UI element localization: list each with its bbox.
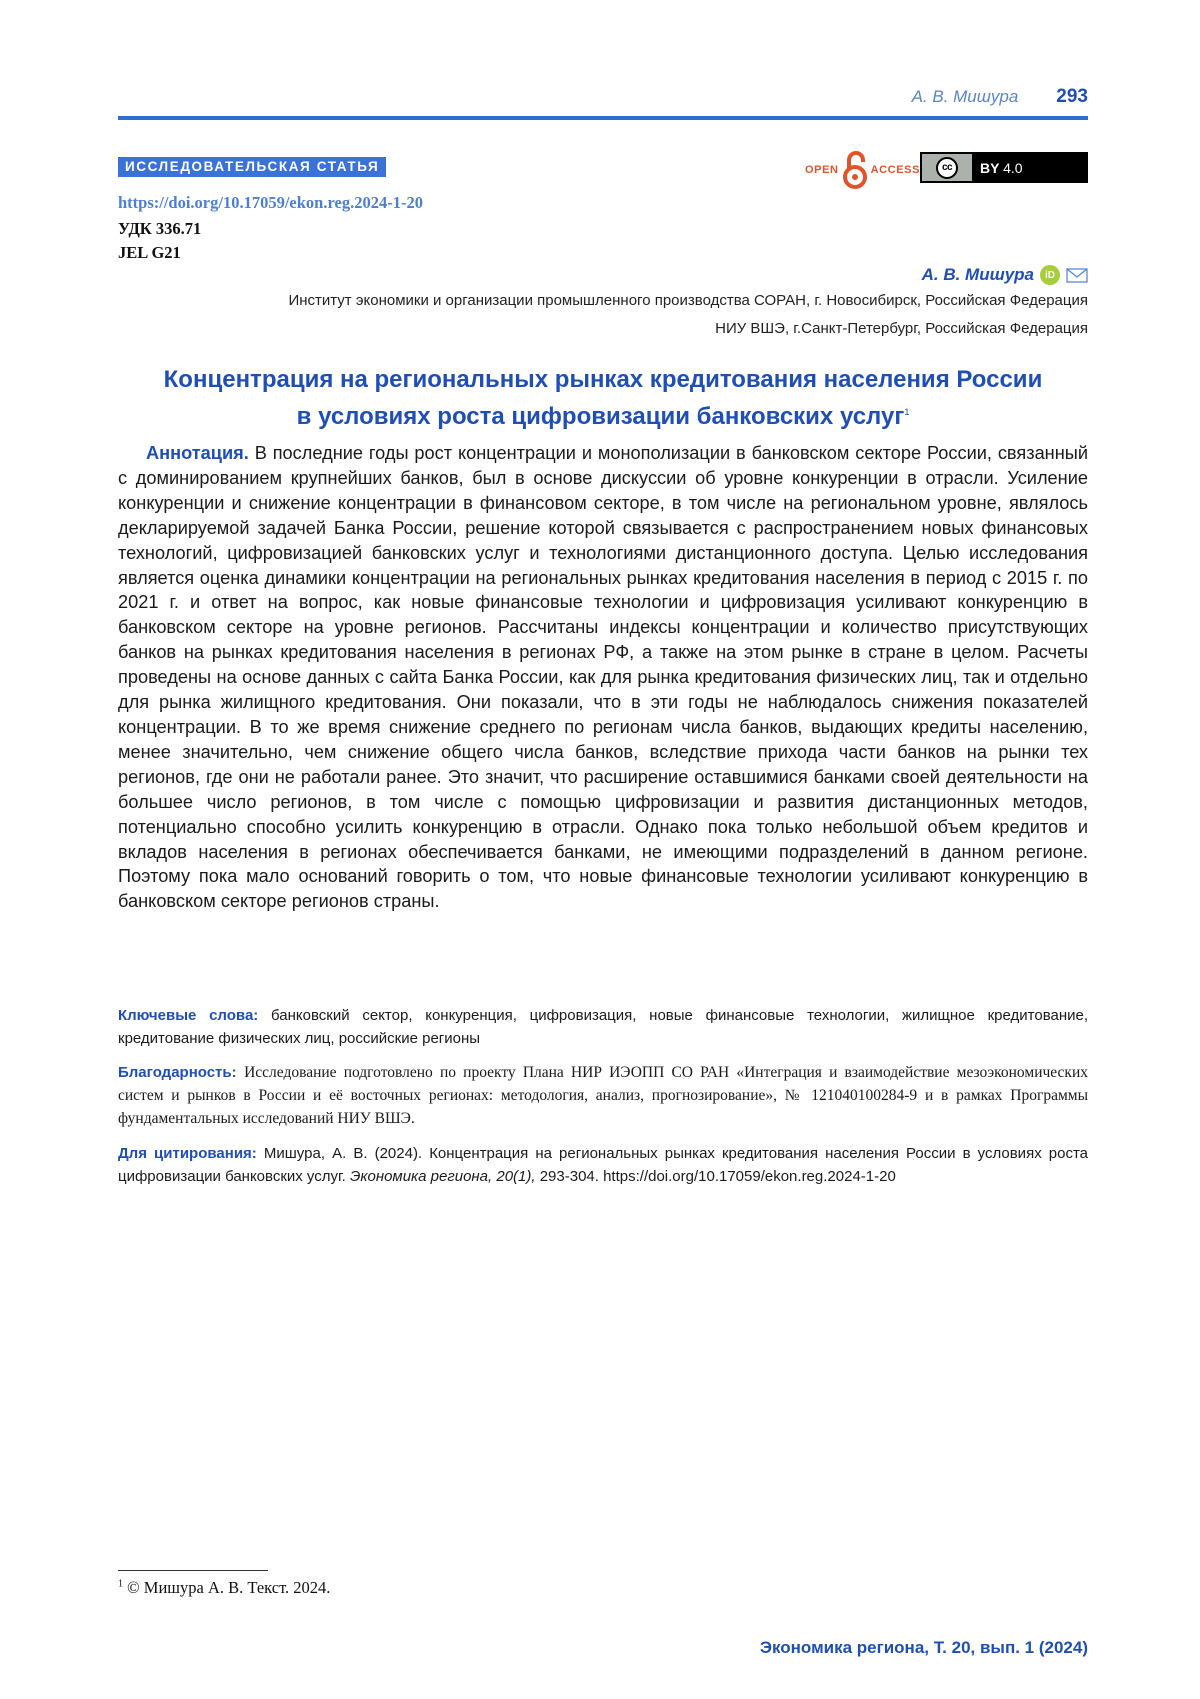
citation-text: Мишура, А. В. (2024). Концентрация на региональных рынках кредитования населения России в условиях роста цифровизации банковских услуг. bbox=[118, 1145, 1089, 1185]
open-access-logo bbox=[805, 150, 920, 190]
keywords-text: банковский сектор, конкуренция, цифровизация, новые финансовые технологии, жилищное кредитование, кредитование физических лиц, российские регионы bbox=[118, 1007, 1089, 1047]
page-number: 293 bbox=[1056, 86, 1088, 107]
article-title bbox=[118, 364, 1088, 433]
running-author: А. В. Мишура bbox=[911, 87, 1019, 106]
acknowledgements bbox=[118, 1061, 1088, 1130]
title-footnote-mark: 1 bbox=[904, 407, 910, 417]
author-name: А. В. Мишура bbox=[921, 265, 1034, 284]
orcid-icon[interactable]: iD bbox=[1040, 265, 1060, 285]
doi-link[interactable]: https://doi.org/10.17059/ekon.reg.2024-1-20 bbox=[118, 193, 423, 212]
title-line-1: Концентрация на региональных рынках кредитования населения России bbox=[163, 366, 1043, 393]
affiliation-1: Институт экономики и организации промышленного производства СОРАН, г. Новосибирск, Российская Федерация bbox=[288, 292, 1088, 309]
cc-license-label bbox=[972, 160, 1023, 176]
abstract bbox=[118, 441, 1088, 914]
citation-journal: Экономика региона, 20(1), bbox=[350, 1168, 536, 1185]
acknowledgements-label: Благодарность: bbox=[118, 1064, 237, 1081]
footnote-text: © Мишура А. В. Текст. 2024. bbox=[127, 1578, 331, 1597]
citation-label: Для цитирования: bbox=[118, 1145, 257, 1162]
header-rule bbox=[118, 116, 1088, 120]
footnote-mark: 1 bbox=[118, 1578, 123, 1590]
cc-icon: cc bbox=[936, 157, 958, 179]
jel-code: JEL G21 bbox=[118, 243, 181, 262]
email-icon[interactable] bbox=[1066, 268, 1088, 283]
affiliation-2: НИУ ВШЭ, г.Санкт-Петербург, Российская Федерация bbox=[715, 320, 1088, 337]
open-lock-icon bbox=[841, 150, 869, 190]
footnote bbox=[118, 1578, 330, 1598]
keywords-label: Ключевые слова: bbox=[118, 1007, 259, 1024]
cc-version: 4.0 bbox=[1003, 159, 1023, 176]
footnote-rule bbox=[118, 1570, 268, 1571]
cc-icon-area bbox=[922, 154, 972, 181]
citation-pages-doi[interactable]: 293-304. https://doi.org/10.17059/ekon.reg.2024-1-20 bbox=[539, 1168, 896, 1185]
open-access-word-access: ACCESS bbox=[870, 164, 921, 176]
author-line bbox=[922, 265, 1088, 285]
title-line-2 bbox=[118, 396, 1088, 433]
cc-license-badge[interactable] bbox=[920, 152, 1088, 183]
running-header bbox=[912, 86, 1088, 108]
udk-code: УДК 336.71 bbox=[118, 219, 202, 238]
article-type-badge: ИССЛЕДОВАТЕЛЬСКАЯ СТАТЬЯ bbox=[118, 157, 386, 177]
abstract-label: Аннотация. bbox=[146, 443, 249, 463]
abstract-text: В последние годы рост концентрации и монополизации в банковском секторе России, связанный с доминированием крупнейших банков, был в основе дискуссии об уровне конкуренции в отрасли. Усиление конкуренции и снижение концентрации в финансовом секторе, в том числе на региональном уровне, являлось декларируемой задачей Банка России, решение которой связывается с распространением новых финансовых технологий, цифровизацией банковских услуг и технологиями дистанционного доступа. Целью исследования является оценка динамики концентрации на региональных рынках кредитования населения в период с 2015 г. по 2021 г. и ответ на вопрос, как новые финансовые технологии и цифровизация усиливают конкуренцию в банковском секторе на уровне регионов. Рассчитаны индексы концентрации и количество присутствующих банков на рынках кредитования населения в регионах РФ, а также на этом рынке в стране в целом. Расчеты проведены на основе данных с сайта Банка России, как для рынка кредитования физических лиц, так и отдельно для рынка жилищного кредитования. Они показали, что в эти годы не наблюдалось снижения показателей концентрации. В то же время снижение среднего по регионам числа банков, выдающих кредиты населению, менее значительно, чем снижение общего числа банков, вследствие прихода части банков на рынки тех регионов, где они не работали ранее. Это значит, что расширение оставшимися банками своей деятельности на большее число регионов, в том числе с помощью цифровизации и развития дистанционных методов, потенциально способно усилить конкуренцию в отрасли. Однако пока только небольшой объем кредитов и вкладов населения в регионах обеспечивается банками, не имеющими подразделений в данном регионе. Поэтому пока мало оснований говорить о том, что новые финансовые технологии усиливают конкуренцию в банковском секторе регионов страны. bbox=[118, 443, 1089, 912]
title-line-2-text: в условиях роста цифровизации банковских услуг bbox=[296, 403, 905, 430]
cc-by-label: BY bbox=[980, 159, 1000, 176]
acknowledgements-text: Исследование подготовлено по проекту Плана НИР ИЭОПП СО РАН «Интеграция и взаимодействие мезоэкономических систем и рынков в России и её восточных регионах: методология, анализ, прогнозирование», № 121040100284-9 и в рамках Программы фундаментальных исследований НИУ ВШЭ. bbox=[118, 1064, 1088, 1127]
journal-footer: Экономика региона, Т. 20, вып. 1 (2024) bbox=[759, 1638, 1088, 1657]
open-access-word-open: OPEN bbox=[805, 164, 839, 176]
citation bbox=[118, 1142, 1088, 1188]
keywords bbox=[118, 1004, 1088, 1050]
